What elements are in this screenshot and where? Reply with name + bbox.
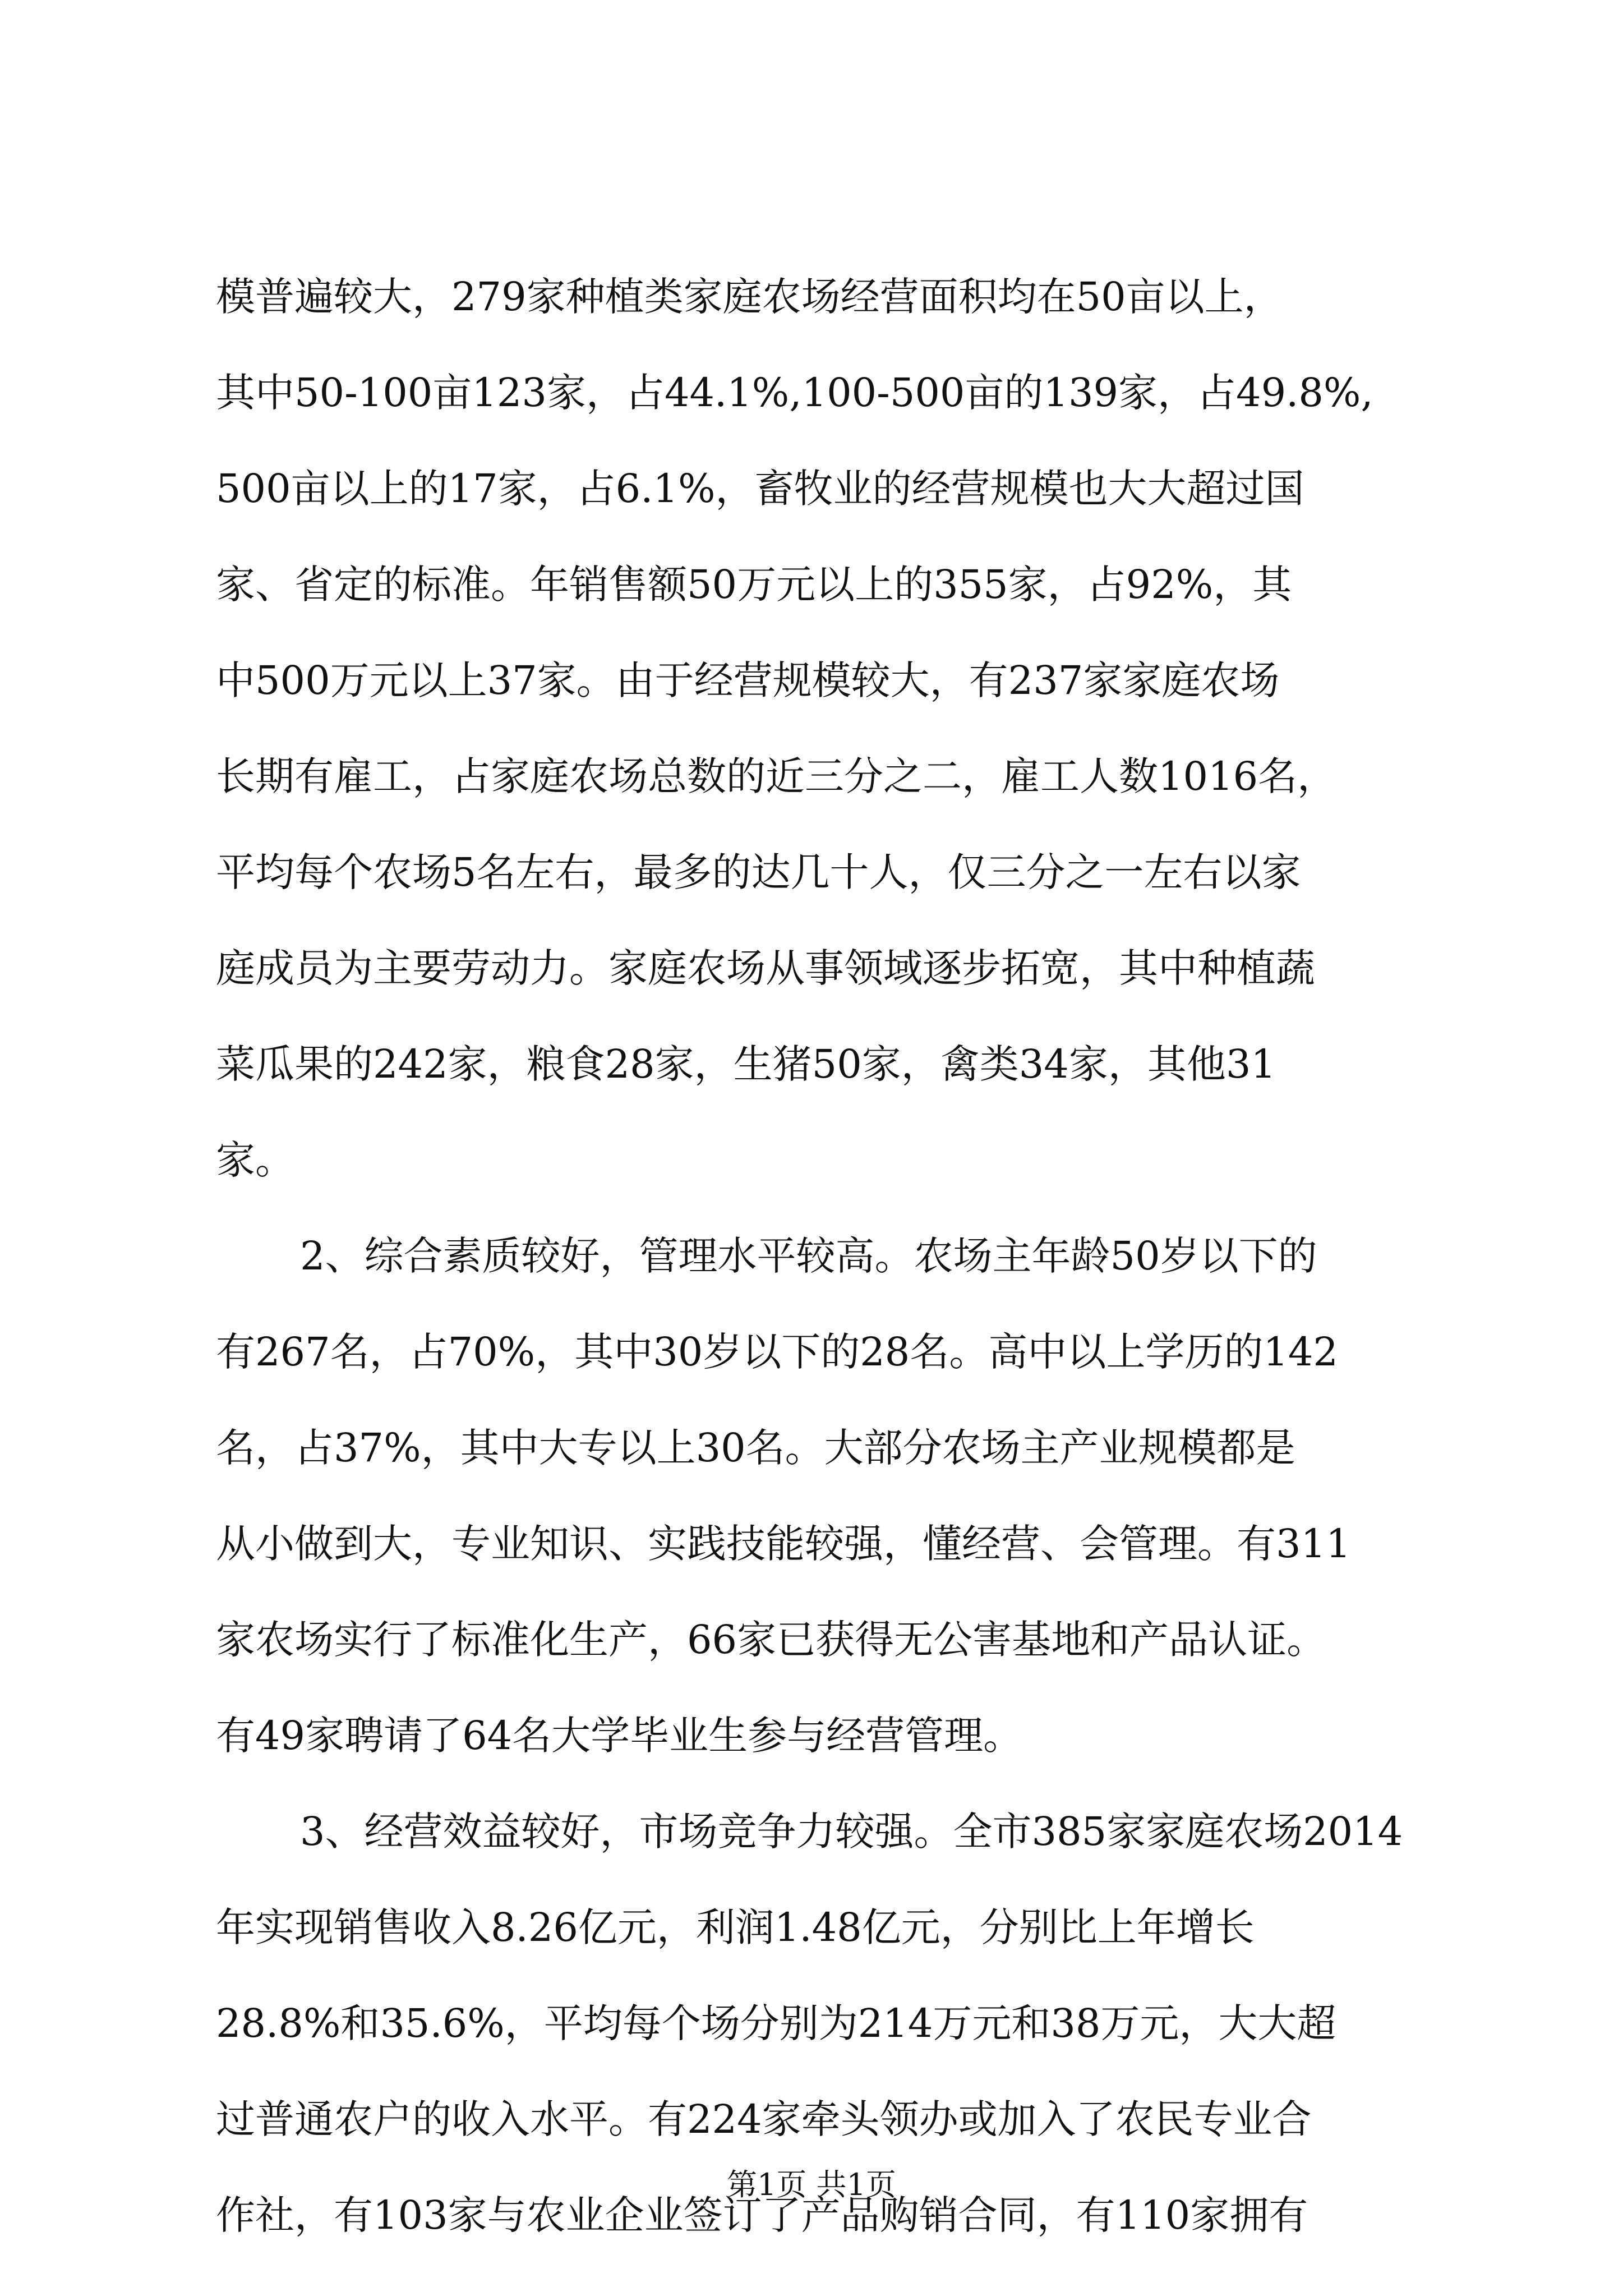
paragraph-3-start: 3、经营效益较好，市场竞争力较强。全市385家家庭农场2014 <box>300 1809 1403 1855</box>
text-line: 平均每个农场5名左右，最多的达几十人，仅三分之一左右以家 <box>216 849 1301 895</box>
page-footer: 第1页 共1页 <box>727 2167 896 2202</box>
text-line: 长期有雇工，占家庭农场总数的近三分之二，雇工人数1016名， <box>216 753 1337 799</box>
paragraph-2-start: 2、综合素质较好，管理水平较高。农场主年龄50岁以下的 <box>300 1233 1317 1279</box>
text-line: 家农场实行了标准化生产，66家已获得无公害基地和产品认证。 <box>216 1617 1326 1663</box>
document-body <box>216 249 1427 2263</box>
text-line: 庭成员为主要劳动力。家庭农场从事领域逐步拓宽，其中种植蔬 <box>216 945 1315 991</box>
text-line: 28.8%和35.6%，平均每个场分别为214万元和38万元，大大超 <box>216 2000 1336 2046</box>
text-line: 其中50-100亩123家，占44.1%,100-500亩的139家，占49.8%, <box>216 370 1373 416</box>
text-line: 名，占37%，其中大专以上30名。大部分农场主产业规模都是 <box>216 1425 1295 1471</box>
text-line: 模普遍较大，279家种植类家庭农场经营面积均在50亩以上， <box>216 274 1283 320</box>
text-line: 有49家聘请了64名大学毕业生参与经营管理。 <box>216 1713 1023 1759</box>
text-line: 年实现销售收入8.26亿元，利润1.48亿元，分别比上年增长 <box>216 1904 1255 1950</box>
text-line: 有267名，占70%，其中30岁以下的28名。高中以上学历的142 <box>216 1329 1338 1375</box>
text-line: 500亩以上的17家，占6.1%，畜牧业的经营规模也大大超过国 <box>216 466 1304 512</box>
text-line: 作社，有103家与农业企业签订了产品购销合同，有110家拥有 <box>216 2192 1308 2238</box>
text-line: 从小做到大，专业知识、实践技能较强，懂经营、会管理。有311 <box>216 1521 1351 1567</box>
text-line: 家。 <box>216 1137 294 1183</box>
text-line: 菜瓜果的242家，粮食28家，生猪50家，禽类34家，其他31 <box>216 1041 1276 1087</box>
text-line: 过普通农户的收入水平。有224家牵头领办或加入了农民专业合 <box>216 2096 1312 2142</box>
text-line: 中500万元以上37家。由于经营规模较大，有237家家庭农场 <box>216 657 1280 703</box>
text-line: 家、省定的标准。年销售额50万元以上的355家，占92%，其 <box>216 562 1292 608</box>
